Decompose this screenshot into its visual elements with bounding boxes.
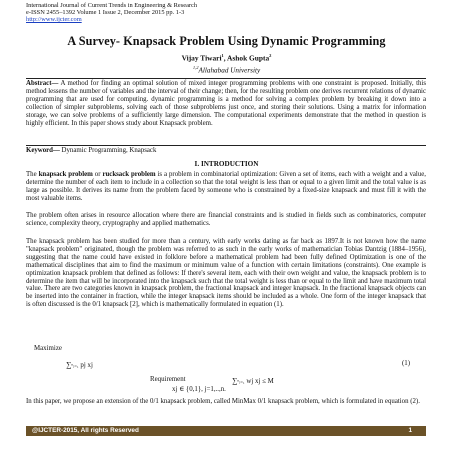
journal-url-link[interactable]: http://www.ijcter.com <box>26 16 82 24</box>
keywords <box>26 147 426 155</box>
abstract-text: A method for finding an optimal solution of mixed integer programming problems with one constraint is proposed. Initially, this method lessens the number of variables and the interval of their change; then, for the resulting problem one derives recurrent relations of dynamic programming that are used for computing. dynamic programming is a method for solving a complex problem by breaking it down into a collection of simpler subproblems, solving each of those subproblems just once, and storing their solutions. Using a matrix for information storage, we can solve problems of a sufficiently large dimension. The computational experiments demonstrate that the method in question is highly efficient. In this paper shows study about Knapsack problem. <box>26 80 426 127</box>
equation-domain: xj ∈ {0,1}, j=1,..,n. <box>172 386 226 393</box>
abstract-top-rule <box>26 78 426 79</box>
sum-symbol: ∑ <box>66 360 72 369</box>
copyright-text: @IJCTER-2015, All rights Reserved <box>32 427 139 434</box>
affiliation <box>0 65 453 74</box>
abstract-bottom-rule <box>26 145 426 146</box>
affiliation-name: Allahabad University <box>198 66 261 75</box>
abstract <box>26 80 426 127</box>
author-2: Ashok Gupta <box>227 53 270 63</box>
journal-issn: e-ISSN 2455–1392 Volume 1 Issue 2, December 2015 pp. 1-3 <box>26 9 185 17</box>
intro-paragraph-1 <box>26 171 426 203</box>
author-1-sup: 1 <box>221 53 224 58</box>
intro-paragraph-2: The problem often arises in resource allocation where there are financial constraints and is studied in fields such as combinatorics, computer science, complexity theory, cryptography and applied mathematics. <box>26 212 426 227</box>
keywords-label: Keyword— <box>26 147 60 154</box>
equation-maximize-label: Maximize <box>34 345 62 352</box>
sum-index: ⁿⱼ₌₁ <box>71 364 79 369</box>
equation-constraint <box>232 376 274 385</box>
intro-paragraph-3: The knapsack problem has been studied for more than a century, with early works dating as far back as 1897.It is not known how the name "knapsack problem" originated, though the problem was referred to as such in the early works of mathematician Tobias Dantzig (1884–1956), suggesting that the name could have existed in folklore before a mathematical problem had been fully defined Optimization is one of the mathematical disciplines that aim to find the maximum or minimum value of a function with certain limitations (constraints). One example is optimization knapsack problem that defined as follows: If there's several item, each with their own weight and value, the knapsack problem is to determine the item that will be incorporated into the knapsack such that the total weight is less than or equal to the limit and have maximum total value. There are two categories known in knapsack problem, the fractional knapsack and integer knapsack. In the fractional knapsack objects can be inserted into the container in fraction, while the integer knapsack items should be included as a whole. One form of the integer knapsack that is often discussed is the 0/1 knapsack [2], which is mathematically formulated in equation (1). <box>26 238 426 309</box>
author-2-sup: 2 <box>269 53 272 58</box>
equation-objective <box>66 360 93 369</box>
intro-p1-text-a: The <box>26 171 39 178</box>
author-separator: , <box>223 53 228 63</box>
intro-p1-text-d: is a problem in combinatorial optimization: Given a set of items, each with a weight and a value, determine the number of each item to include in a collection so that the total weight is less than or equal to a given limit and the total value is as large as possible. It derives its name from the problem faced by someone who is constrained by a fixed-size knapsack and must fill it with the most valuable items. <box>26 171 427 202</box>
sum-symbol-2: ∑ <box>232 376 238 385</box>
equation-number: (1) <box>402 360 411 367</box>
page-number: 1 <box>408 427 412 434</box>
intro-paragraph-4: In this paper, we propose an extension of the 0/1 knapsack problem, called MinMax 0/1 knapsack problem, which is formulated in equation (2). <box>26 398 420 405</box>
authors <box>0 53 453 62</box>
equation-requirement-label: Requirement <box>150 376 186 383</box>
section-heading-introduction: I. INTRODUCTION <box>194 160 259 168</box>
page-footer <box>26 426 426 436</box>
term-rucksack-problem: rucksack problem <box>102 171 156 178</box>
constraint-terms: wj xj ≤ M <box>244 378 274 385</box>
keywords-text: Dynamic Programming, Knapsack <box>59 147 157 154</box>
abstract-label: Abstract— <box>26 80 59 87</box>
sum-index-2: ⁿⱼ₌₁ <box>237 380 245 385</box>
intro-p1-text-c: or <box>92 171 103 178</box>
affiliation-sup: 1,2 <box>192 65 199 70</box>
journal-header <box>26 2 426 24</box>
author-1: Vijay Tiwari <box>181 53 222 63</box>
paper-title: A Survey- Knapsack Problem Using Dynamic Programming <box>67 34 386 48</box>
objective-terms: pj xj <box>78 362 93 369</box>
journal-name: International Journal of Current Trends in Engineering & Research <box>26 2 198 9</box>
term-knapsack-problem: knapsack problem <box>38 171 93 178</box>
